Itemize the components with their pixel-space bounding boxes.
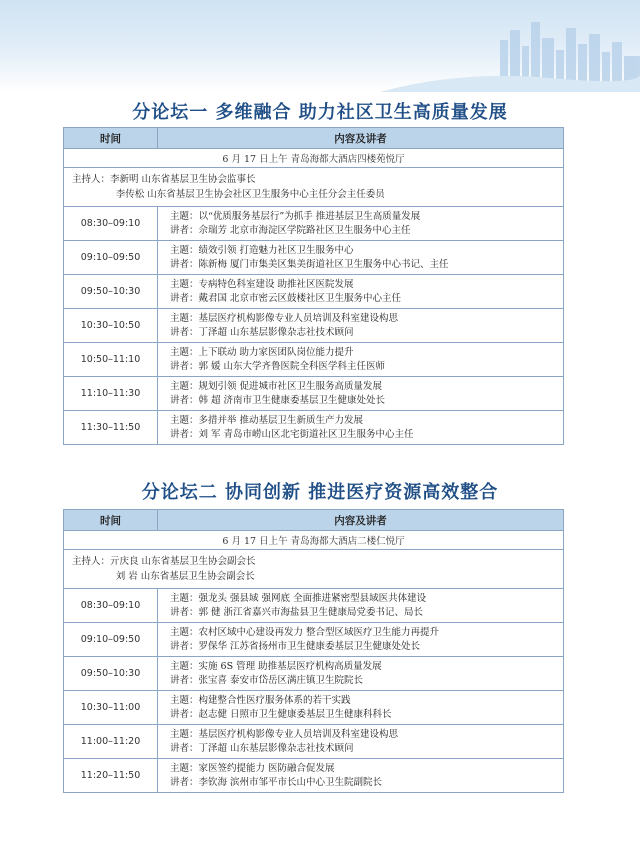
table-row — [64, 691, 564, 725]
table-row — [64, 759, 564, 793]
schedule-table-2 — [63, 509, 564, 793]
speaker-label: 讲者： — [170, 428, 199, 440]
session-time: 10:30–10:50 — [64, 309, 158, 343]
table-row — [64, 275, 564, 309]
session-speaker: 韩 超 济南市卫生健康委基层卫生健康处处长 — [198, 394, 386, 406]
session-speaker: 郭 媛 山东大学齐鲁医院全科医学科主任医师 — [198, 360, 386, 372]
host-name: 李新明 山东省基层卫生协会监事长 — [110, 174, 256, 185]
session-time: 09:10–09:50 — [64, 623, 158, 657]
session-time: 09:50–10:30 — [64, 657, 158, 691]
session-time: 11:00–11:20 — [64, 725, 158, 759]
schedule-table-1 — [63, 127, 564, 445]
session-topic: 绩效引领 打造魅力社区卫生服务中心 — [198, 245, 354, 256]
table-row — [64, 241, 564, 275]
session-topic: 家医签约提能力 医防融合促发展 — [198, 763, 335, 774]
session-topic: 规划引领 促进城市社区卫生服务高质量发展 — [198, 381, 383, 392]
session-time: 11:10–11:30 — [64, 377, 158, 411]
col-header-content: 内容及讲者 — [158, 510, 564, 531]
topic-label: 主题： — [170, 415, 199, 426]
session-topic: 以“优质服务基层行”为抓手 推进基层卫生高质量发展 — [198, 211, 421, 222]
hosts-label: 主持人： — [72, 556, 111, 567]
city-skyline-illustration — [380, 0, 640, 92]
session-topic: 农村区域中心建设再发力 整合型区域医疗卫生能力再提升 — [198, 627, 440, 638]
table-row — [64, 623, 564, 657]
session-speaker: 佘瑞芳 北京市海淀区学院路社区卫生服务中心主任 — [198, 224, 411, 236]
session-topic: 实施 6S 管理 助推基层医疗机构高质量发展 — [198, 661, 382, 672]
session-speaker: 李钦海 滨州市邹平市长山中心卫生院副院长 — [198, 776, 383, 788]
table-row — [64, 589, 564, 623]
session-topic: 基层医疗机构影像专业人员培训及科室建设构思 — [198, 313, 399, 324]
session-speaker: 刘 军 青岛市崂山区北宅街道社区卫生服务中心主任 — [198, 428, 414, 440]
topic-label: 主题： — [170, 661, 199, 672]
speaker-label: 讲者： — [170, 394, 199, 406]
topic-label: 主题： — [170, 763, 199, 774]
table-row — [64, 309, 564, 343]
hosts-label: 主持人： — [72, 174, 111, 185]
forum-title-2: 分论坛二 协同创新 推进医疗资源高效整合 — [141, 482, 499, 503]
speaker-label: 讲者： — [170, 742, 199, 754]
header-banner — [0, 0, 640, 92]
host-name: 亓庆良 山东省基层卫生协会副会长 — [110, 556, 256, 567]
topic-label: 主题： — [170, 381, 199, 392]
session-speaker: 郭 健 浙江省嘉兴市海盐县卫生健康局党委书记、局长 — [198, 606, 424, 618]
topic-label: 主题： — [170, 729, 199, 740]
session-time: 08:30–09:10 — [64, 207, 158, 241]
session-topic: 多措并举 推动基层卫生新质生产力发展 — [198, 415, 364, 426]
speaker-label: 讲者： — [170, 326, 199, 338]
session-time: 09:50–10:30 — [64, 275, 158, 309]
table-row — [64, 657, 564, 691]
session-topic: 强龙头 强县域 强网底 全面推进紧密型县域医共体建设 — [198, 593, 427, 604]
forum-title-1: 分论坛一 多维融合 助力社区卫生高质量发展 — [132, 102, 508, 123]
topic-label: 主题： — [170, 593, 199, 604]
col-header-content: 内容及讲者 — [158, 128, 564, 149]
session-time: 10:50–11:10 — [64, 343, 158, 377]
speaker-label: 讲者： — [170, 258, 199, 270]
session-topic: 专病特色科室建设 助推社区医院发展 — [198, 279, 354, 290]
speaker-label: 讲者： — [170, 224, 199, 236]
topic-label: 主题： — [170, 245, 199, 256]
col-header-time: 时间 — [64, 128, 158, 149]
session-topic: 上下联动 助力家医团队岗位能力提升 — [198, 347, 354, 358]
speaker-label: 讲者： — [170, 292, 199, 304]
table-row — [64, 725, 564, 759]
col-header-time: 时间 — [64, 510, 158, 531]
session-time: 11:30–11:50 — [64, 411, 158, 445]
session-speaker: 罗保华 江苏省扬州市卫生健康委基层卫生健康处处长 — [198, 640, 421, 652]
session-time: 10:30–11:00 — [64, 691, 158, 725]
session-speaker: 陈新梅 厦门市集美区集美街道社区卫生服务中心书记、主任 — [198, 258, 449, 270]
hosts-cell — [64, 550, 564, 589]
topic-label: 主题： — [170, 695, 199, 706]
speaker-label: 讲者： — [170, 606, 199, 618]
session-speaker: 戴君国 北京市密云区鼓楼社区卫生服务中心主任 — [198, 292, 402, 304]
venue-row: 6 月 17 日上午 青岛海都大酒店四楼苑悦厅 — [64, 149, 564, 168]
speaker-label: 讲者： — [170, 708, 199, 720]
topic-label: 主题： — [170, 313, 199, 324]
host-name: 刘 岩 山东省基层卫生协会副会长 — [115, 571, 255, 582]
topic-label: 主题： — [170, 627, 199, 638]
session-time: 08:30–09:10 — [64, 589, 158, 623]
session-speaker: 赵志健 日照市卫生健康委基层卫生健康科科长 — [198, 708, 392, 720]
session-time: 11:20–11:50 — [64, 759, 158, 793]
speaker-label: 讲者： — [170, 640, 199, 652]
speaker-label: 讲者： — [170, 360, 199, 372]
session-speaker: 丁泽超 山东基层影像杂志社技术顾问 — [198, 742, 354, 754]
session-time: 09:10–09:50 — [64, 241, 158, 275]
host-name: 李传松 山东省基层卫生协会社区卫生服务中心主任分会主任委员 — [115, 189, 385, 200]
table-row — [64, 377, 564, 411]
hosts-cell — [64, 168, 564, 207]
session-topic: 构建整合性医疗服务体系的若干实践 — [198, 695, 351, 706]
table-row — [64, 207, 564, 241]
session-speaker: 丁泽超 山东基层影像杂志社技术顾问 — [198, 326, 354, 338]
table-row — [64, 343, 564, 377]
venue-row: 6 月 17 日上午 青岛海都大酒店二楼仁悦厅 — [64, 531, 564, 550]
session-topic: 基层医疗机构影像专业人员培训及科室建设构思 — [198, 729, 399, 740]
topic-label: 主题： — [170, 211, 199, 222]
topic-label: 主题： — [170, 279, 199, 290]
table-row — [64, 411, 564, 445]
session-speaker: 张宝喜 泰安市岱岳区满庄镇卫生院院长 — [198, 674, 364, 686]
speaker-label: 讲者： — [170, 776, 199, 788]
speaker-label: 讲者： — [170, 674, 199, 686]
topic-label: 主题： — [170, 347, 199, 358]
